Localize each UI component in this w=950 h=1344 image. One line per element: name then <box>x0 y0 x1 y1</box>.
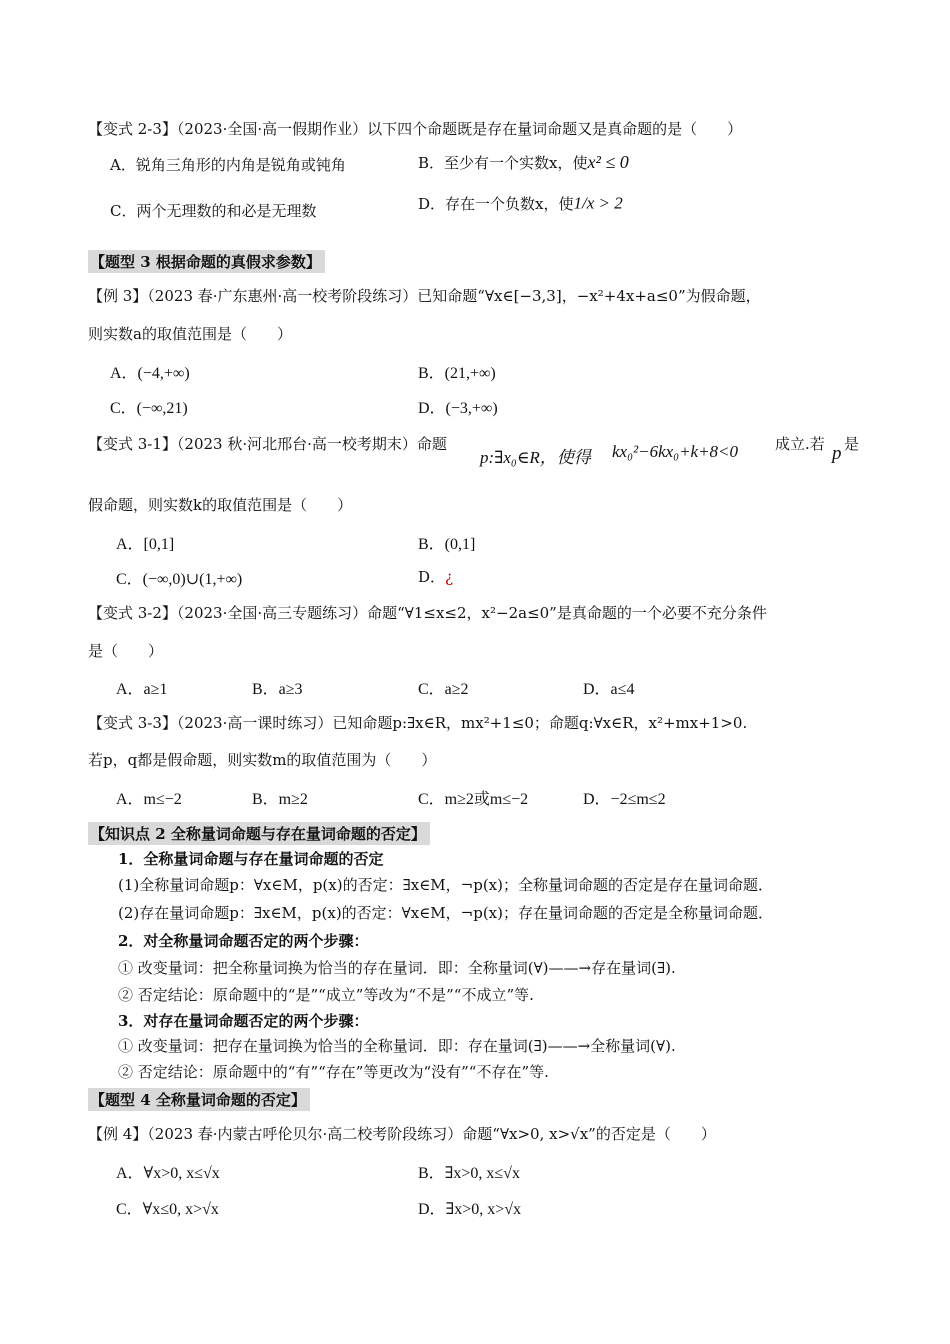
variant-3-1-question-head: 【变式 3-1】（2023 秋·河北邢台·高一校考期末）命题 <box>88 435 447 453</box>
option-b-math: x² ≤ 0 <box>587 152 629 172</box>
variant-3-1-is: 是 <box>844 435 860 453</box>
option-d-math: 1/x > 2 <box>573 193 623 213</box>
variant-3-2-question-line-2: 是（ ） <box>88 642 164 660</box>
variant-2-3-option-c: C．两个无理数的和必是无理数 <box>110 202 317 220</box>
variant-3-1-option-d <box>418 566 453 587</box>
section-title-knowledge-point-2: 【知识点 2 全称量词命题与存在量词命题的否定】 <box>88 822 430 845</box>
variant-3-1-tail: 成立.若 <box>775 435 825 453</box>
example-3-option-b: B．(21,+∞) <box>418 365 496 382</box>
option-d-label: D． <box>418 568 446 586</box>
variant-2-3-question: 【变式 2-3】（2023·全国·高一假期作业）以下四个命题既是存在量词命题又是真命题的是（ ） <box>88 120 743 138</box>
variant-3-3-option-b: B．m≥2 <box>252 791 308 808</box>
variant-3-3-option-a: A．m≤−2 <box>116 791 182 808</box>
variant-3-1-question-line-2: 假命题，则实数k的取值范围是（ ） <box>88 496 353 514</box>
variant-3-1-option-a: A．[0,1] <box>116 536 175 553</box>
example-4-option-d: D．∃x>0, x>√x <box>418 1201 522 1218</box>
variant-3-3-question: 【变式 3-3】（2023·高一课时练习）已知命题p:∃x∈R，mx²+1≤0；命题q:∀x∈R，x²+mx+1>0. <box>88 714 748 732</box>
knowledge-heading-3: 3．对存在量词命题否定的两个步骤： <box>118 1012 369 1030</box>
example-3-option-c: C．(−∞,21) <box>110 400 188 417</box>
variant-3-1-proposition-p: p:∃x₀∈R，使得 <box>480 448 591 467</box>
variant-3-2-option-c: C．a≥2 <box>418 681 469 698</box>
variant-2-3-option-d <box>418 193 623 214</box>
example-3-question: 【例 3】（2023 春·广东惠州·高一校考阶段练习）已知命题“∀x∈[−3,3]，−x²+4x+a≤0”为假命题， <box>88 287 761 305</box>
variant-3-1-inequality: kx₀²−6kx₀+k+8<0 <box>612 442 739 461</box>
knowledge-line-3: ① 改变量词：把全称量词换为恰当的存在量词．即：全称量词(∀)——→存在量词(∃). <box>118 959 676 977</box>
variant-3-1-option-c: C．(−∞,0)∪(1,+∞) <box>116 571 243 588</box>
variant-3-3-option-d: D．−2≤m≤2 <box>583 791 666 808</box>
variant-3-1-p: p <box>832 443 842 464</box>
example-4-option-b: B．∃x>0, x≤√x <box>418 1165 520 1182</box>
knowledge-line-1: (1)全称量词命题p：∀x∈M，p(x)的否定：∃x∈M，¬p(x)；全称量词命题的否定是存在量词命题． <box>118 876 773 894</box>
knowledge-line-5: ① 改变量词：把存在量词换为恰当的全称量词．即：存在量词(∃)——→全称量词(∀). <box>118 1037 676 1055</box>
option-d-text: D．存在一个负数x，使 <box>418 195 574 213</box>
option-b-text: B．至少有一个实数x，使 <box>418 154 588 172</box>
variant-3-3-option-c: C．m≥2或m≤−2 <box>418 791 529 808</box>
knowledge-heading-1: 1．全称量词命题与存在量词命题的否定 <box>118 850 384 868</box>
variant-3-2-option-b: B．a≥3 <box>252 681 303 698</box>
variant-3-1-option-b: B．(0,1] <box>418 536 476 553</box>
example-4-question: 【例 4】（2023 春·内蒙古呼伦贝尔·高二校考阶段练习）命题“∀x>0, x>√x”的否定是（ ） <box>88 1125 716 1143</box>
variant-3-2-option-a: A．a≥1 <box>116 681 168 698</box>
example-3-option-a: A．(−4,+∞) <box>110 365 190 382</box>
example-3-option-d: D．(−3,+∞) <box>418 400 498 417</box>
variant-3-3-question-line-2: 若p，q都是假命题，则实数m的取值范围为（ ） <box>88 751 437 769</box>
variant-3-2-option-d: D．a≤4 <box>583 681 635 698</box>
section-title-type-4: 【题型 4 全称量词命题的否定】 <box>88 1088 310 1111</box>
knowledge-line-2: (2)存在量词命题p：∃x∈M，p(x)的否定：∀x∈M，¬p(x)；存在量词命题的否定是全称量词命题． <box>118 904 773 922</box>
knowledge-line-6: ② 否定结论：原命题中的“有”“存在”等更改为“没有”“不存在”等. <box>118 1063 549 1081</box>
variant-3-2-question: 【变式 3-2】（2023·全国·高三专题练习）命题“∀1≤x≤2，x²−2a≤0”是真命题的一个必要不充分条件 <box>88 604 767 622</box>
variant-2-3-option-a: A．锐角三角形的内角是锐角或钝角 <box>110 156 346 174</box>
option-d-value: ¿ <box>445 568 454 586</box>
variant-2-3-option-b <box>418 152 629 173</box>
example-4-option-c: C．∀x≤0, x>√x <box>116 1201 219 1218</box>
example-3-question-line-2: 则实数a的取值范围是（ ） <box>88 325 292 343</box>
example-4-option-a: A．∀x>0, x≤√x <box>116 1165 220 1182</box>
section-title-type-3: 【题型 3 根据命题的真假求参数】 <box>88 250 325 273</box>
knowledge-heading-2: 2．对全称量词命题否定的两个步骤： <box>118 932 369 950</box>
knowledge-line-4: ② 否定结论：原命题中的“是”“成立”等改为“不是”“不成立”等. <box>118 986 534 1004</box>
